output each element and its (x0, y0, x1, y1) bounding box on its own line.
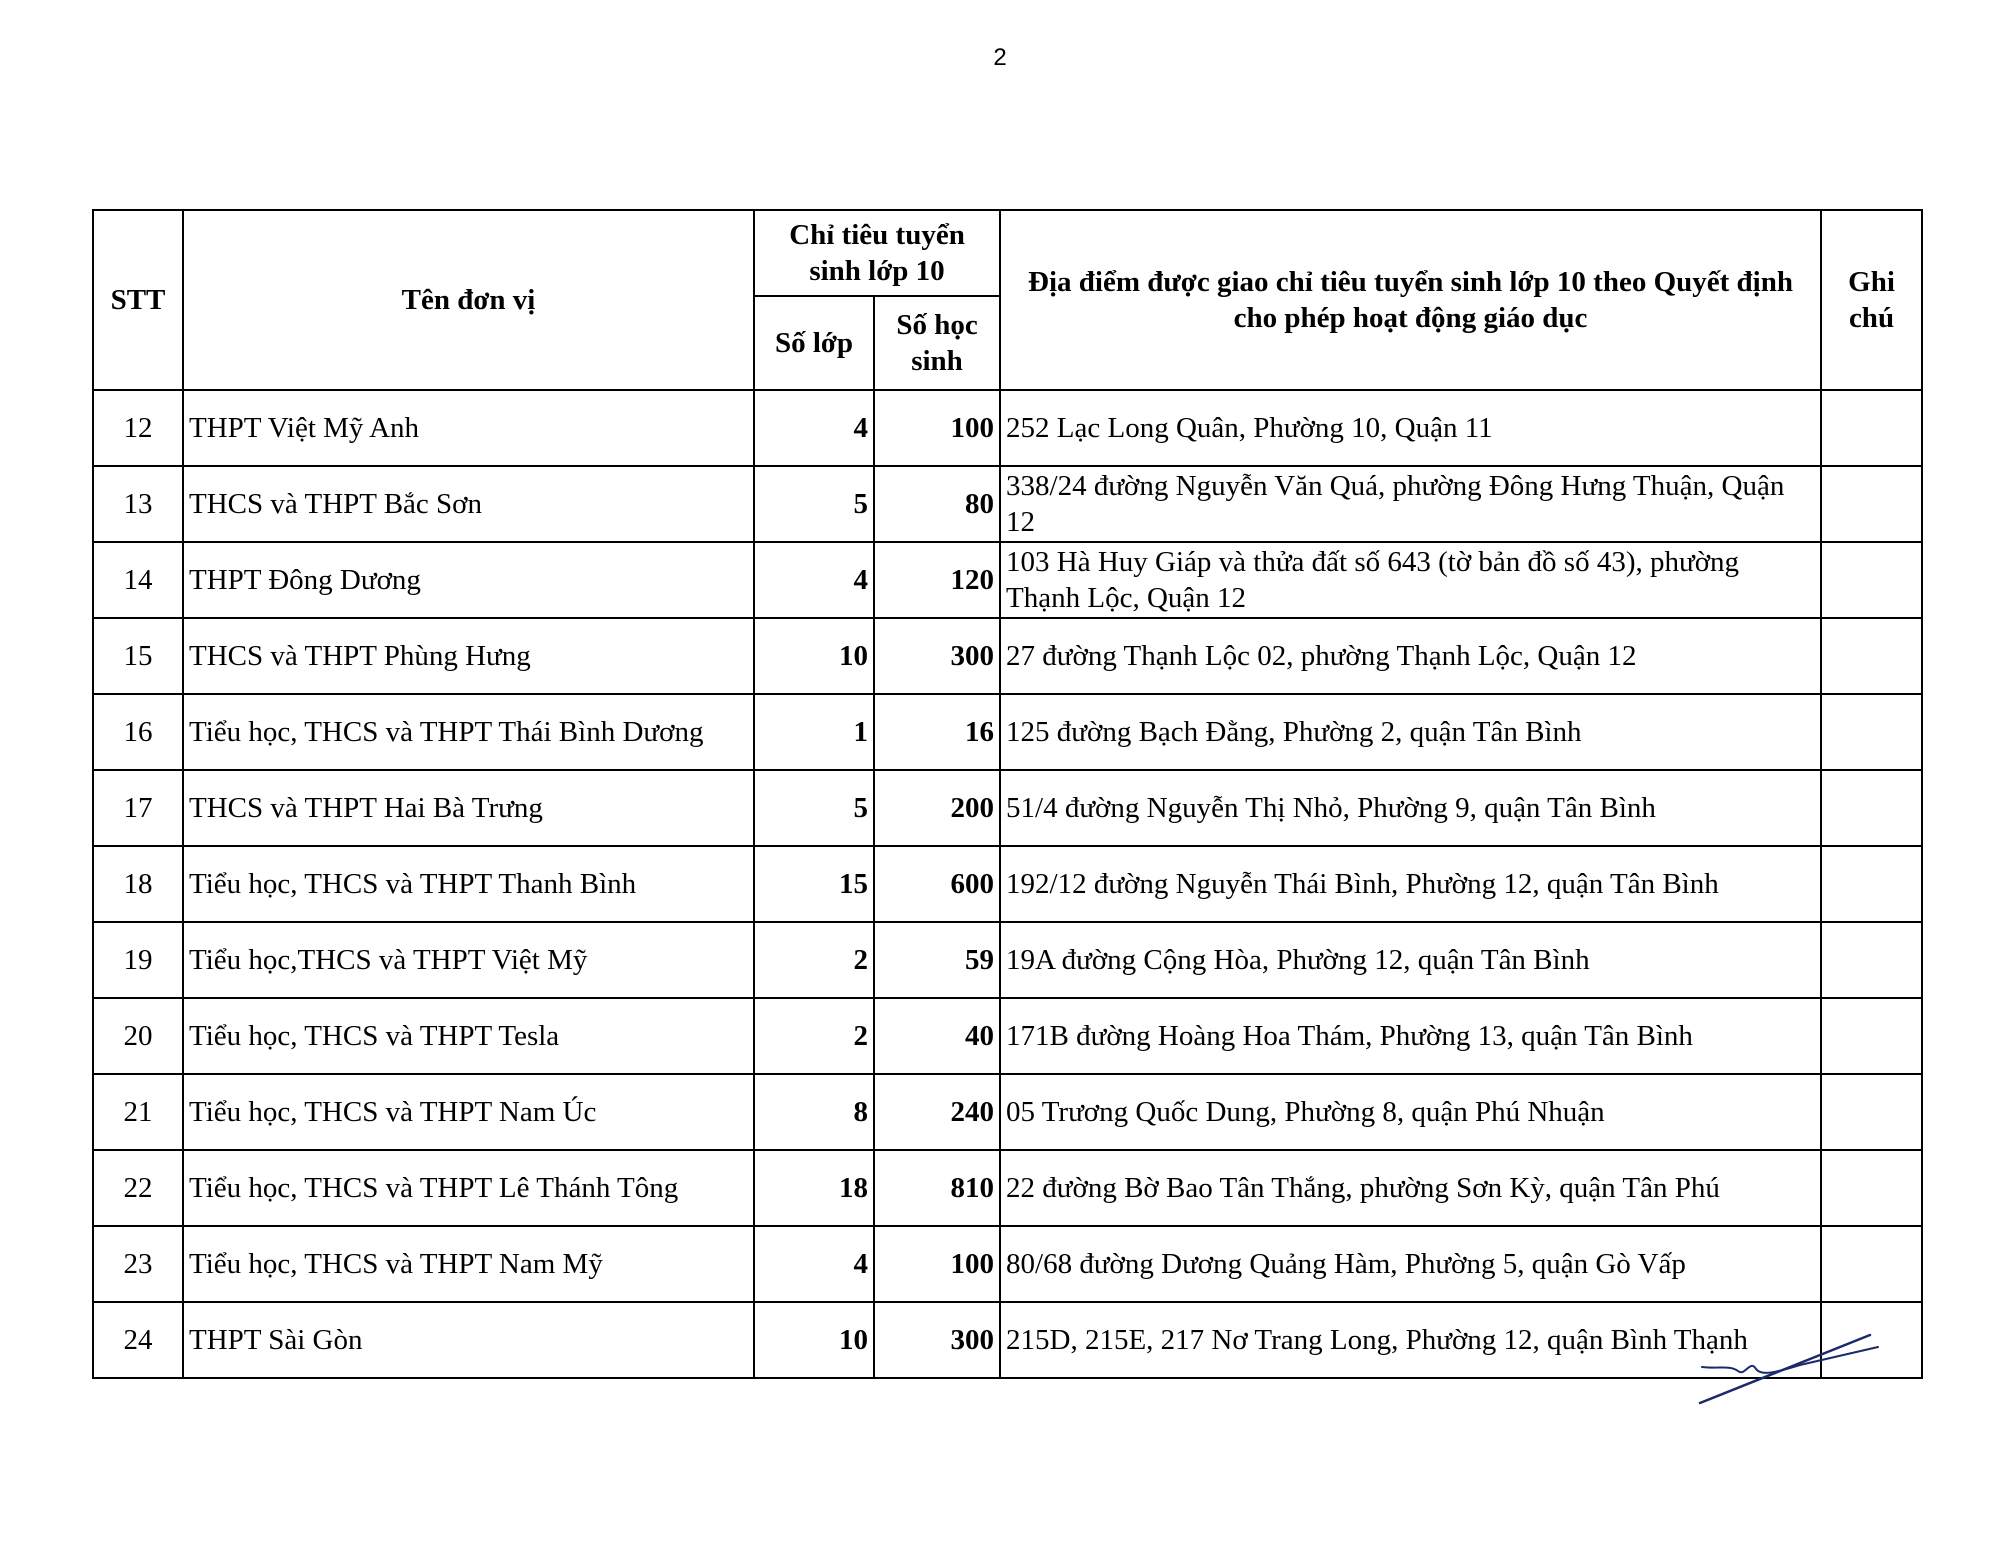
cell-address: 27 đường Thạnh Lộc 02, phường Thạnh Lộc, Quận 12 (1000, 618, 1821, 694)
cell-stt: 16 (93, 694, 183, 770)
cell-unit-name: Tiểu học, THCS và THPT Lê Thánh Tông (183, 1150, 754, 1226)
cell-unit-name: Tiểu học,THCS và THPT Việt Mỹ (183, 922, 754, 998)
cell-stt: 20 (93, 998, 183, 1074)
header-stt: STT (93, 210, 183, 390)
cell-note (1821, 922, 1922, 998)
cell-address: 19A đường Cộng Hòa, Phường 12, quận Tân Bình (1000, 922, 1821, 998)
cell-note (1821, 1150, 1922, 1226)
cell-num-students: 40 (874, 998, 1000, 1074)
cell-note (1821, 618, 1922, 694)
cell-address: 338/24 đường Nguyễn Văn Quá, phường Đông Hưng Thuận, Quận 12 (1000, 466, 1821, 542)
header-quota-group: Chỉ tiêu tuyển sinh lớp 10 (754, 210, 1000, 296)
cell-note (1821, 846, 1922, 922)
cell-stt: 13 (93, 466, 183, 542)
cell-stt: 12 (93, 390, 183, 466)
table-row (93, 390, 1922, 466)
cell-note (1821, 998, 1922, 1074)
cell-stt: 22 (93, 1150, 183, 1226)
cell-address: 80/68 đường Dương Quảng Hàm, Phường 5, quận Gò Vấp (1000, 1226, 1821, 1302)
cell-num-students: 240 (874, 1074, 1000, 1150)
cell-num-classes: 10 (754, 1302, 874, 1378)
cell-note (1821, 466, 1922, 542)
table-row (93, 846, 1922, 922)
cell-num-classes: 15 (754, 846, 874, 922)
cell-note (1821, 1074, 1922, 1150)
cell-unit-name: THCS và THPT Bắc Sơn (183, 466, 754, 542)
page-number: 2 (993, 44, 1007, 71)
table-row (93, 694, 1922, 770)
cell-unit-name: THPT Đông Dương (183, 542, 754, 618)
cell-unit-name: THPT Việt Mỹ Anh (183, 390, 754, 466)
cell-stt: 21 (93, 1074, 183, 1150)
cell-num-students: 80 (874, 466, 1000, 542)
header-num-students: Số học sinh (874, 296, 1000, 390)
cell-stt: 19 (93, 922, 183, 998)
cell-unit-name: Tiểu học, THCS và THPT Thanh Bình (183, 846, 754, 922)
cell-num-students: 59 (874, 922, 1000, 998)
cell-num-classes: 5 (754, 466, 874, 542)
cell-note (1821, 542, 1922, 618)
table-row (93, 770, 1922, 846)
signature-mark (1690, 1325, 1890, 1415)
table-row (93, 1302, 1922, 1378)
cell-note (1821, 770, 1922, 846)
cell-address: 171B đường Hoàng Hoa Thám, Phường 13, quận Tân Bình (1000, 998, 1821, 1074)
cell-num-classes: 5 (754, 770, 874, 846)
table-row (93, 1074, 1922, 1150)
cell-unit-name: Tiểu học, THCS và THPT Tesla (183, 998, 754, 1074)
cell-unit-name: Tiểu học, THCS và THPT Nam Mỹ (183, 1226, 754, 1302)
header-location: Địa điểm được giao chỉ tiêu tuyển sinh lớp 10 theo Quyết định cho phép hoạt động giáo dục (1000, 210, 1821, 390)
table-row (93, 922, 1922, 998)
cell-num-students: 120 (874, 542, 1000, 618)
cell-stt: 14 (93, 542, 183, 618)
cell-num-classes: 4 (754, 1226, 874, 1302)
cell-num-classes: 2 (754, 922, 874, 998)
cell-address: 22 đường Bờ Bao Tân Thắng, phường Sơn Kỳ, quận Tân Phú (1000, 1150, 1821, 1226)
cell-address: 05 Trương Quốc Dung, Phường 8, quận Phú Nhuận (1000, 1074, 1821, 1150)
cell-num-classes: 2 (754, 998, 874, 1074)
cell-num-students: 300 (874, 1302, 1000, 1378)
table-row (93, 542, 1922, 618)
cell-stt: 24 (93, 1302, 183, 1378)
cell-num-classes: 8 (754, 1074, 874, 1150)
cell-note (1821, 1226, 1922, 1302)
cell-unit-name: THPT Sài Gòn (183, 1302, 754, 1378)
table-row (93, 1226, 1922, 1302)
cell-note (1821, 390, 1922, 466)
cell-address: 215D, 215E, 217 Nơ Trang Long, Phường 12, quận Bình Thạnh (1000, 1302, 1821, 1378)
header-unit-name: Tên đơn vị (183, 210, 754, 390)
cell-address: 103 Hà Huy Giáp và thửa đất số 643 (tờ bản đồ số 43), phường Thạnh Lộc, Quận 12 (1000, 542, 1821, 618)
table-row (93, 1150, 1922, 1226)
cell-num-classes: 18 (754, 1150, 874, 1226)
cell-num-students: 200 (874, 770, 1000, 846)
cell-address: 252 Lạc Long Quân, Phường 10, Quận 11 (1000, 390, 1821, 466)
table-row (93, 618, 1922, 694)
cell-num-students: 810 (874, 1150, 1000, 1226)
admission-quota-table (92, 209, 1923, 1379)
table-row (93, 466, 1922, 542)
cell-num-students: 16 (874, 694, 1000, 770)
table-row (93, 998, 1922, 1074)
cell-address: 192/12 đường Nguyễn Thái Bình, Phường 12, quận Tân Bình (1000, 846, 1821, 922)
cell-stt: 15 (93, 618, 183, 694)
cell-num-students: 600 (874, 846, 1000, 922)
cell-stt: 18 (93, 846, 183, 922)
cell-num-students: 100 (874, 390, 1000, 466)
cell-unit-name: THCS và THPT Phùng Hưng (183, 618, 754, 694)
cell-num-classes: 1 (754, 694, 874, 770)
cell-num-students: 100 (874, 1226, 1000, 1302)
cell-address: 51/4 đường Nguyễn Thị Nhỏ, Phường 9, quận Tân Bình (1000, 770, 1821, 846)
cell-stt: 23 (93, 1226, 183, 1302)
table-body (93, 390, 1922, 1378)
cell-num-classes: 10 (754, 618, 874, 694)
cell-num-students: 300 (874, 618, 1000, 694)
cell-note (1821, 694, 1922, 770)
cell-unit-name: Tiểu học, THCS và THPT Thái Bình Dương (183, 694, 754, 770)
cell-stt: 17 (93, 770, 183, 846)
table-header (93, 210, 1922, 390)
cell-num-classes: 4 (754, 390, 874, 466)
header-note: Ghi chú (1821, 210, 1922, 390)
header-num-classes: Số lớp (754, 296, 874, 390)
cell-address: 125 đường Bạch Đằng, Phường 2, quận Tân Bình (1000, 694, 1821, 770)
cell-num-classes: 4 (754, 542, 874, 618)
cell-unit-name: Tiểu học, THCS và THPT Nam Úc (183, 1074, 754, 1150)
cell-unit-name: THCS và THPT Hai Bà Trưng (183, 770, 754, 846)
